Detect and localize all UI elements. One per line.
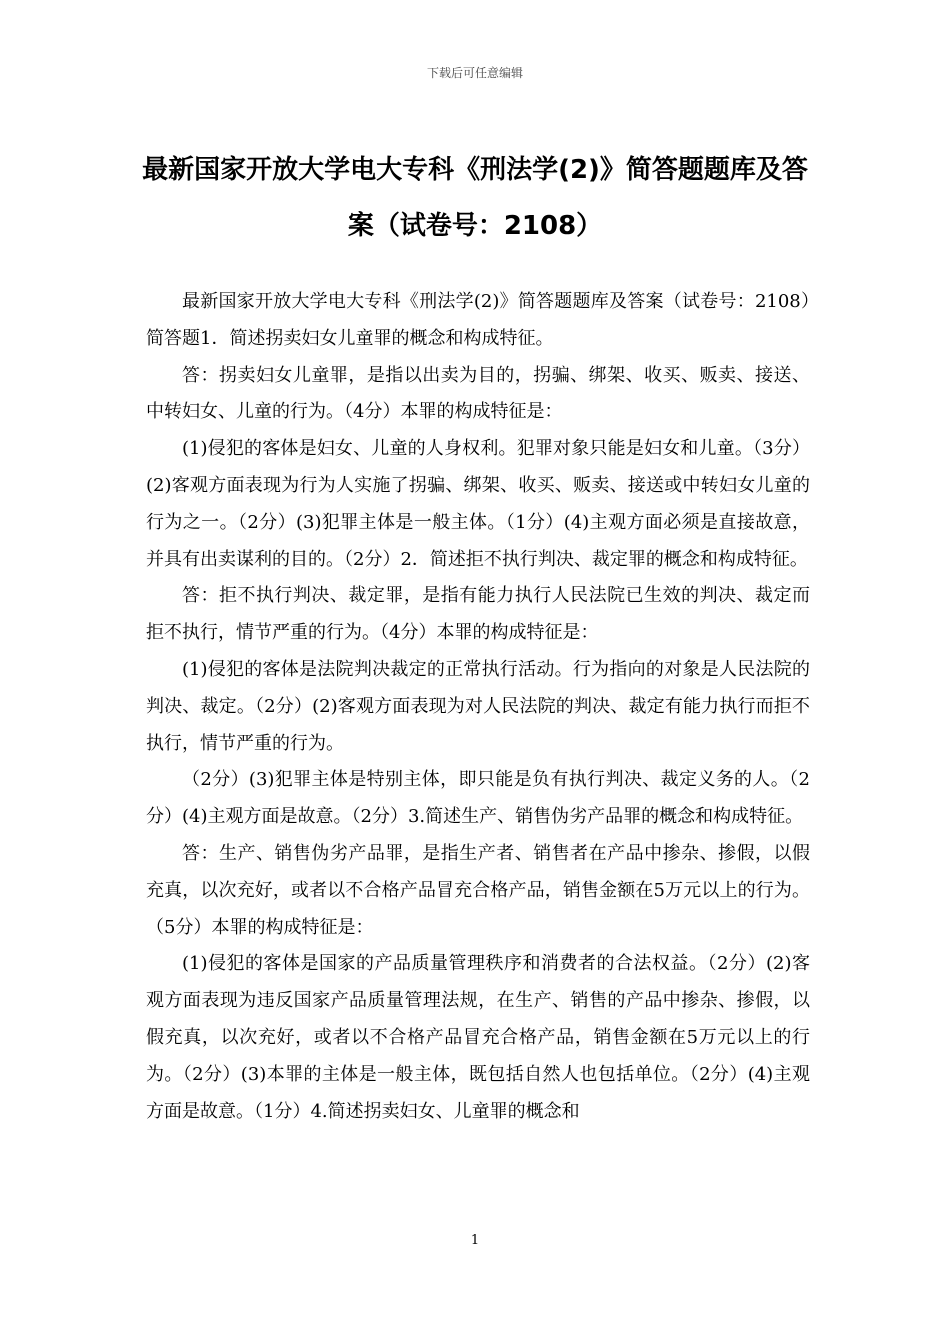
paragraph-features-1: (1)侵犯的客体是妇女、儿童的人身权利。犯罪对象只能是妇女和儿童。（3分）(2)客观方面表现为行为人实施了拐骗、绑架、收买、贩卖、接送或中转妇女儿童的行为之一。（2分）(3)犯罪主体是一般主体。（1分）(4)主观方面必须是直接故意，并具有出卖谋利的目的。（2分）2．简述拒不执行判决、裁定罪的概念和构成特征。 <box>146 438 810 570</box>
paragraph-answer-3: 答：生产、销售伪劣产品罪，是指生产者、销售者在产品中掺杂、掺假，以假充真，以次充好，或者以不合格产品冒充合格产品，销售金额在5万元以上的行为。（5分）本罪的构成特征是： <box>146 842 810 938</box>
paragraph-intro: 最新国家开放大学电大专科《刑法学(2)》简答题题库及答案（试卷号：2108）简答题1．简述拐卖妇女儿童罪的概念和构成特征。 <box>146 291 810 349</box>
paragraph-features-2a: (1)侵犯的客体是法院判决裁定的正常执行活动。行为指向的对象是人民法院的判决、裁定。（2分）(2)客观方面表现为对人民法院的判决、裁定有能力执行而拒不执行，情节严重的行为。 <box>146 658 810 754</box>
document-title: 最新国家开放大学电大专科《刑法学(2)》简答题题库及答案（试卷号：2108） <box>142 155 808 241</box>
paragraph-features-3: (1)侵犯的客体是国家的产品质量管理秩序和消费者的合法权益。（2分）(2)客观方面表现为违反国家产品质量管理法规，在生产、销售的产品中掺杂、掺假，以假充真，以次充好，或者以不合格产品冒充合格产品，销售金额在5万元以上的行为。（2分）(3)本罪的主体是一般主体，既包括自然人也包括单位。（2分）(4)主观方面是故意。（1分）4.简述拐卖妇女、儿童罪的概念和 <box>146 953 810 1122</box>
paragraph-answer-1: 答：拐卖妇女儿童罪，是指以出卖为目的，拐骗、绑架、收买、贩卖、接送、中转妇女、儿童的行为。（4分）本罪的构成特征是： <box>146 364 810 423</box>
paragraph-features-2b: （2分）(3)犯罪主体是特别主体，即只能是负有执行判决、裁定义务的人。（2分）(4)主观方面是故意。（2分）3.简述生产、销售伪劣产品罪的概念和构成特征。 <box>146 769 810 828</box>
document-body <box>146 284 810 1130</box>
paragraph-answer-2: 答：拒不执行判决、裁定罪，是指有能力执行人民法院已生效的判决、裁定而拒不执行，情节严重的行为。（4分）本罪的构成特征是： <box>146 585 810 644</box>
header-note: 下载后可任意编辑 <box>426 66 523 80</box>
page-number: 1 <box>470 1233 480 1248</box>
